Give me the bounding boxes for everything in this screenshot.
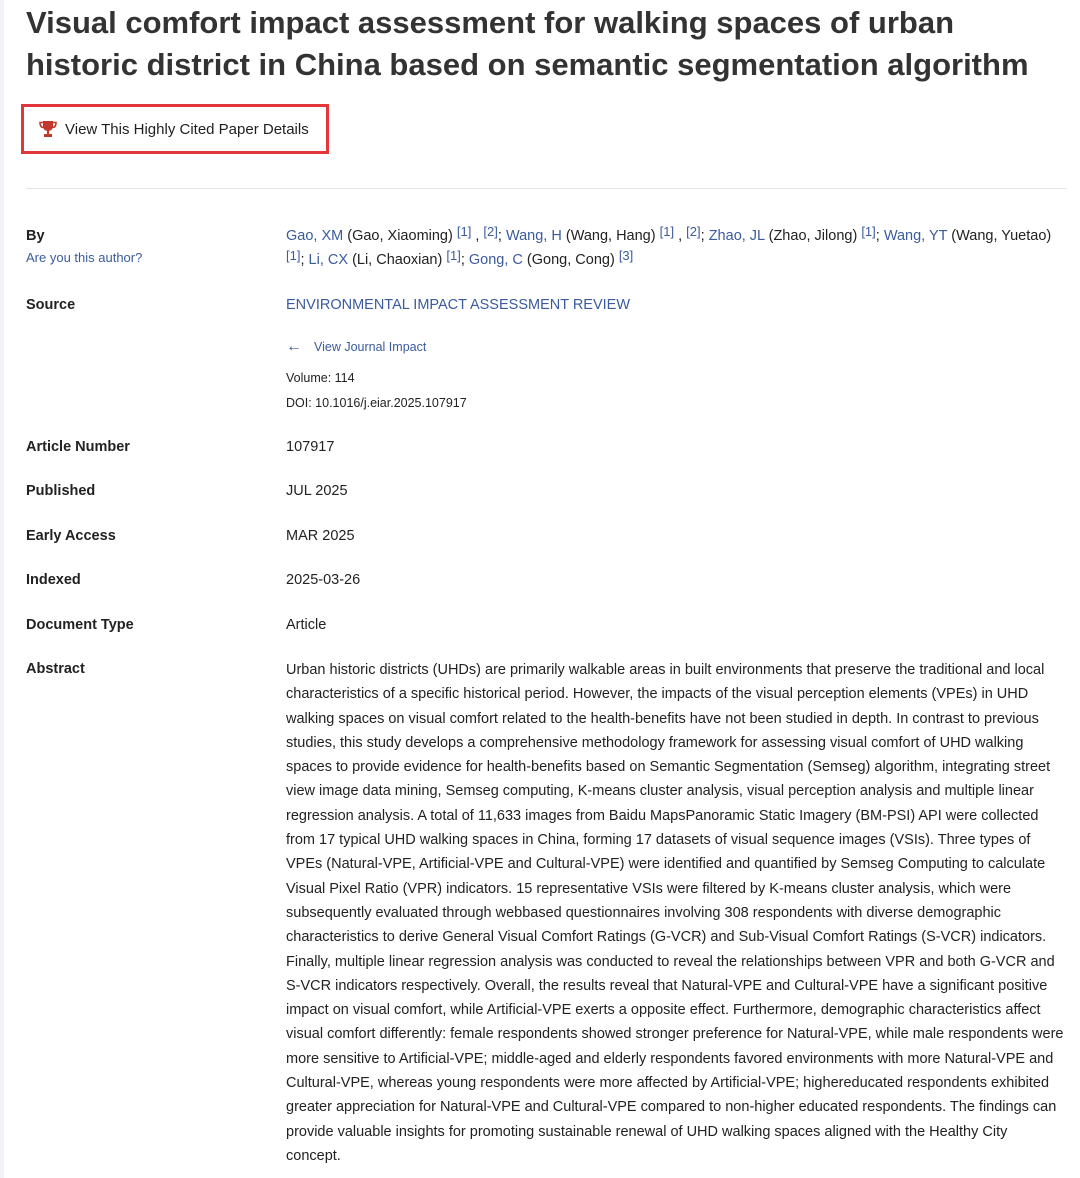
author-link[interactable]: Gong, C <box>468 252 523 268</box>
document-type-label: Document Type <box>26 617 134 633</box>
record-page <box>26 0 1068 1164</box>
affiliation-ref[interactable]: [1] <box>446 248 461 263</box>
left-edge-rule <box>0 0 4 1178</box>
journal-link[interactable]: ENVIRONMENTAL IMPACT ASSESSMENT REVIEW <box>286 297 631 313</box>
affiliation-ref[interactable]: [1] <box>659 224 675 239</box>
affiliation-ref[interactable]: [1] <box>861 224 876 239</box>
divider <box>26 188 1066 189</box>
article-number-label: Article Number <box>26 439 130 455</box>
author-link[interactable]: Gao, XM <box>286 228 344 244</box>
affiliation-ref[interactable]: [2] <box>686 224 701 239</box>
author-fullname: (Gao, Xiaoming) <box>347 228 453 244</box>
highly-cited-label: View This Highly Cited Paper Details <box>65 120 309 138</box>
authors-list: Gao, XM (Gao, Xiaoming) [1] , [2]; Wang, H (Wang, Hang) [1] , [2]; Zhao, JL (Zhao, Jilong) [1]; Wang, YT (Wang, Yuetao) [1]; Li, CX (Li, Chaoxian) [1]; Gong, C (Gong, Cong) [3] <box>286 224 1052 268</box>
affiliation-ref[interactable]: [1] <box>286 248 301 263</box>
doi: DOI: 10.1016/j.eiar.2025.107917 <box>286 396 467 410</box>
author-fullname: (Wang, Yuetao) <box>951 228 1052 244</box>
view-journal-impact[interactable] <box>286 338 426 356</box>
author-fullname: (Zhao, Jilong) <box>768 228 858 244</box>
trophy-icon <box>38 120 58 138</box>
affiliation-ref[interactable]: [2] <box>483 224 498 239</box>
view-journal-impact-label: View Journal Impact <box>314 340 427 354</box>
early-access-label: Early Access <box>26 528 116 544</box>
author-fullname: (Wang, Hang) <box>565 228 656 244</box>
volume: Volume: 114 <box>286 371 355 385</box>
source-label: Source <box>26 297 76 313</box>
indexed-value: 2025-03-26 <box>286 572 361 588</box>
indexed-label: Indexed <box>26 572 81 588</box>
author-link[interactable]: Li, CX <box>308 252 349 268</box>
author-fullname: (Li, Chaoxian) <box>352 252 443 268</box>
author-link[interactable]: Wang, H <box>505 228 562 244</box>
published-label: Published <box>26 483 96 499</box>
author-fullname: (Gong, Cong) <box>526 252 615 268</box>
by-label: By <box>26 228 45 244</box>
document-type-value: Article <box>286 617 327 633</box>
are-you-author-link[interactable]: Are you this author? <box>26 250 143 265</box>
article-number-value: 107917 <box>286 439 335 455</box>
published-value: JUL 2025 <box>286 483 348 499</box>
page-title: Visual comfort impact assessment for walking spaces of urban historic district in China based on semantic segmentation algorithm <box>26 5 1029 82</box>
abstract-label: Abstract <box>26 661 85 677</box>
abstract-text: Urban historic districts (UHDs) are primarily walkable areas in built environments that preserve the traditional and local characteristics of a specific historical period. However, the impacts of the visual perception elements (VPEs) in UHD walking spaces on visual comfort related to the health-benefits have not been studied in depth. In contrast to previous studies, this study develops a comprehensive methodology framework for assessing visual comfort of UHD walking spaces to provide evidence for health-benefits based on Semantic Segmentation (Semseg) algorithm, integrating street view image data mining, Semseg computing, K-means cluster analysis, visual perception analysis and multiple linear regression analysis. A total of 11,633 images from Baidu MapsPanoramic Static Imagery (BM-PSI) API were collected from 17 typical UHD walking spaces in China, forming 17 datasets of visual sequence images (VSIs). Three types of VPEs (Natural-VPE, Artificial-VPE and Cultural-VPE) were identified and quantified by Semseg Computing to calculate Visual Pixel Ratio (VPR) indicators. 15 representative VSIs were filtered by K-means cluster analysis, which were subsequently evaluated through webbased questionnaires involving 308 respondents with diverse demographic characteristics to derive General Visual Comfort Ratings (G-VCR) and Sub-Visual Comfort Ratings (S-VCR) indicators. Finally, multiple linear regression analysis was conducted to reveal the relationships between VPR and both G-VCR and S-VCR indicators respectively. Overall, the results reveal that Natural-VPE and Cultural-VPE have a significant positive impact on visual comfort, while Artificial-VPE exerts a opposite effect. Furthermore, demographic characteristics affect visual comfort differently: female respondents showed stronger preference for Natural-VPE, while male respondents were more sensitive to Artificial-VPE; middle-aged and elderly respondents favored environments with more Natural-VPE and Cultural-VPE, whereas young respondents were more affected by Artificial-VPE; highereducated respondents exhibited greater appreciation for Natural-VPE and Cultural-VPE compared to non-higher educated respondents. The findings can provide valuable insights for promoting sustainable renewal of UHD walking spaces aligned with the Healthy City concept. <box>286 662 1064 1164</box>
author-link[interactable]: Zhao, JL <box>708 228 765 244</box>
affiliation-ref[interactable]: [3] <box>618 248 634 263</box>
early-access-value: MAR 2025 <box>286 528 355 544</box>
author-link[interactable]: Wang, YT <box>883 228 948 244</box>
affiliation-ref[interactable]: [1] <box>456 224 472 239</box>
arrow-left-icon: ← <box>286 338 302 355</box>
highly-cited-button[interactable] <box>21 104 329 154</box>
